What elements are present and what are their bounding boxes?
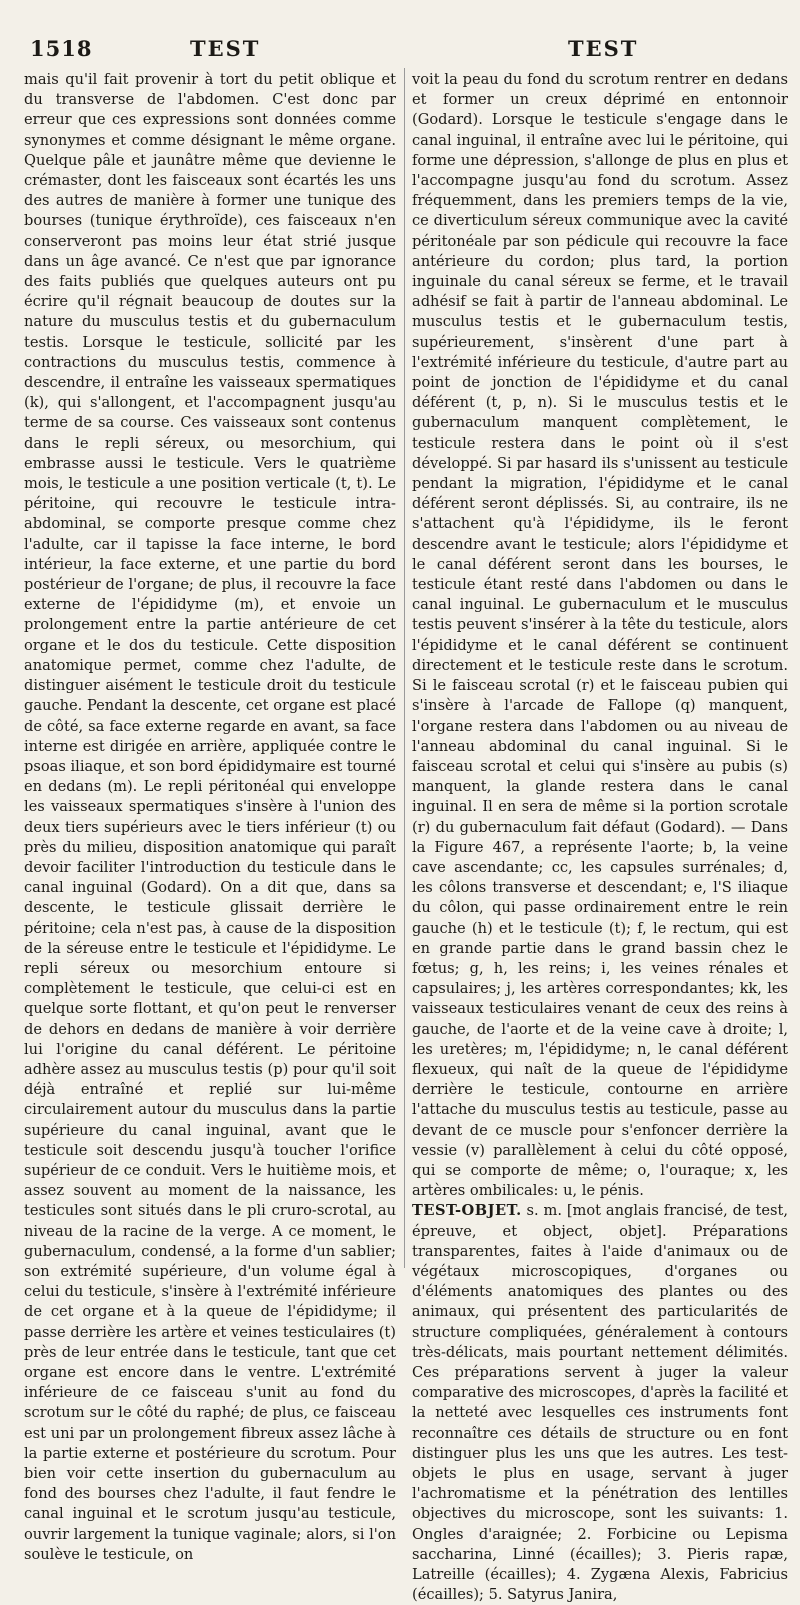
left-column-text: mais qu'il fait provenir à tort du petit oblique et du transverse de l'abdomen. C'est donc par erreur que ces expressions sont données comme synonymes et comme désignant le même organe. Quelque pâle et jaunâtre même que devienne le crémaster, dont les faisceaux sont écartés les uns des autres de manière à former une tunique des bourses (tunique érythroïde), ces faisceaux n'en conserveront pas moins leur état strié jusque dans un âge avancé. Ce n'est que par ignorance des faits publiés que quelques auteurs ont pu écrire qu'il régnait beaucoup de doutes sur la nature du musculus testis et du gubernaculum testis. Lorsque le testicule, sollicité par les contractions du musculus testis, commence à descendre, il entraîne les vaisseaux spermatiques (k), qui s'allongent, et l'accompagnent jusqu'au terme de sa course. Ces vaisseaux sont contenus dans le repli séreux, ou mesorchium, qui embrasse aussi le testicule. Vers le quatrième mois, le testicule a une position verticale (t, t). Le péritoine, qui recouvre le testicule intra-abdominal, se comporte presque comme chez l'adulte, car il tapisse la face interne, le bord intérieur, la face externe, et une partie du bord postérieur de l'organe; de plus, il recouvre la face externe de l'épididyme (m), et envoie un prolongement entre la partie antérieure de cet organe et le dos du testicule. Cette disposition anatomique permet, comme chez l'adulte, de distinguer aisément le testicule droit du testicule gauche. Pendant la descente, cet organe est placé de côté, sa face externe regarde en avant, sa face interne est dirigée en arrière, appliquée contre le psoas iliaque, et son bord épididymaire est tourné en dedans (m). Le repli péritonéal qui enveloppe les vaisseaux spermatiques s'insère à l'union des deux tiers supérieurs avec le tiers inférieur (t) ou près du milieu, disposition anatomique qui paraît devoir faciliter l'introduction du testicule dans le canal inguinal (Godard). On a dit que, dans sa descente, le testicule glissait derrière le péritoine; cela n'est pas, à cause de la disposition de la séreuse entre le testicule et l'épididyme. Le repli séreux ou mesorchium entoure si complètement le testicule, que celui-ci est en quelque sorte flottant, et qu'on peut le renverser de dehors en dedans de manière à voir derrière lui l'origine du canal déférent. Le péritoine adhère assez au musculus testis (p) pour qu'il soit déjà entraîné et replié sur lui-même circulairement autour du musculus dans la partie supérieure du canal inguinal, avant que le testicule soit descendu jusqu'à toucher l'orifice supérieur de ce conduit. Vers le huitième mois, et assez souvent au moment de la naissance, les testicules sont situés dans le pli cruro-scrotal, au niveau de la racine de la verge. A ce moment, le gubernaculum, condensé, a la forme d'un sablier; son extrémité supérieure, d'un volume égal à celui du testicule, s'insère à l'extrémité inférieure de cet organe et à la queue de l'épididyme; il passe derrière les artère et veines testiculaires (t) près de leur entrée dans le testicule, tant que cet organe est encore dans le ventre. L'extrémité inférieure de ce faisceau s'unit au fond du scrotum sur le côté du raphé; de plus, ce faisceau est uni par un prolongement fibreux assez lâche à la partie externe et postérieure du scrotum. Pour bien voir cette insertion du gubernaculum au fond des bourses chez l'adulte, il faut fendre le canal inguinal et le scrotum jusqu'au testicule, ouvrir largement la tunique vaginale; alors, si l'on soulève le testicule, on (24, 71, 396, 1563)
right-column (412, 70, 788, 1604)
running-head-left: TEST (190, 36, 261, 61)
entry-test-objet (412, 1201, 788, 1605)
left-column (24, 70, 396, 1563)
running-head-right: TEST (568, 36, 639, 61)
column-divider (404, 68, 405, 1268)
page-header (0, 32, 800, 62)
page-number: 1518 (30, 36, 93, 61)
right-column-text: voit la peau du fond du scrotum rentrer en dedans et former un creux déprimé en entonnoir (Godard). Lorsque le testicule s'engage dans le canal inguinal, il entraîne avec lui le péritoine, qui forme une dépression, s'allonge de plus en plus et l'accompagne jusqu'au fond du scrotum. Assez fréquemment, dans les premiers temps de la vie, ce diverticulum séreux communique avec la cavité péritonéale par son pédicule qui recouvre la face antérieure du cordon; plus tard, la portion inguinale du canal séreux se ferme, et le travail adhésif se fait à partir de l'anneau abdominal. Le musculus testis et le gubernaculum testis, supérieurement, s'insèrent d'une part à l'extrémité inférieure du testicule, d'autre part au point de jonction de l'épididyme et du canal déférent (t, p, n). Si le musculus testis et le gubernaculum manquent complètement, le testicule restera dans le point où il s'est développé. Si par hasard ils s'unissent au testicule pendant la migration, l'épididyme et le canal déférent seront déplissés. Si, au contraire, ils ne s'attachent qu'à l'épididyme, ils le feront descendre avant le testicule; alors l'épididyme et le canal déférent seront dans les bourses, le testicule étant resté dans l'abdomen ou dans le canal inguinal. Le gubernaculum et le musculus testis peuvent s'insérer à la tête du testicule, alors l'épididyme et le canal déférent se continuent directement et le testicule reste dans le scrotum. Si le faisceau scrotal (r) et le faisceau pubien qui s'insère à l'arcade de Fallope (q) manquent, l'organe restera dans l'abdomen ou au niveau de l'anneau abdominal du canal inguinal. Si le faisceau scrotal et celui qui s'insère au pubis (s) manquent, la glande restera dans le canal inguinal. Il en sera de même si la portion scrotale (r) du gubernaculum fait défaut (Godard). — Dans la Figure 467, a représente l'aorte; b, la veine cave ascendante; cc, les capsules surrénales; d, les côlons transverse et descendant; e, l'S iliaque du côlon, qui passe ordinairement entre le rein gauche (h) et le testicule (t); f, le rectum, qui est en grande partie dans le grand bassin chez le fœtus; g, h, les reins; i, les veines rénales et capsulaires; j, les artères correspondantes; kk, les vaisseaux testiculaires venant de ceux des reins à gauche, de l'aorte et de la veine cave à droite; l, les uretères; m, l'épididyme; n, le canal déférent flexueux, qui naît de la queue de l'épididyme derrière le testicule, contourne en arrière l'attache du musculus testis au testicule, passe au devant de ce muscle pour s'enfoncer derrière la vessie (v) parallèlement à celui du côté opposé, qui se comporte de même; o, l'ouraque; x, les artères ombilicales: u, le pénis. (412, 71, 788, 1200)
entry-headword: TEST-OBJET. (412, 1202, 522, 1220)
entry-definition: s. m. [mot anglais francisé, de test, épreuve, et object, objet]. Préparations transparentes, faites à l'aide d'animaux ou de végétaux microscopiques, d'organes ou d'éléments anatomiques des plantes ou des animaux, qui présentent des particularités de structure compliquées, généralement à contours très-délicats, mais pourtant nettement délimités. Ces préparations servent à juger la valeur comparative des microscopes, d'après la facilité et la netteté avec lesquelles ces instruments font reconnaître ces détails de structure ou en font distinguer plus les uns que les autres. Les test-objets le plus en usage, servant à juger l'achromatisme et la pénétration des lentilles objectives du microscope, sont les suivants: 1. Ongles d'araignée; 2. Forbicine ou Lepisma saccharina, Linné (écailles); 3. Pieris rapæ, Latreille (écailles); 4. Zygæna Alexis, Fabricius (écailles); 5. Satyrus Janira, (412, 1202, 788, 1604)
